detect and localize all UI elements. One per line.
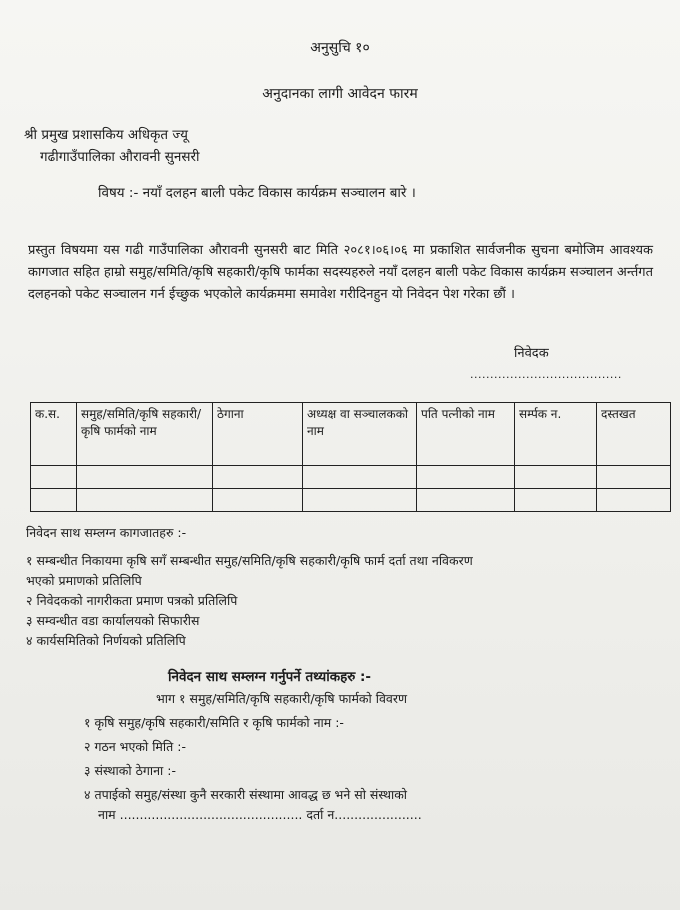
facts-heading: निवेदन साथ सम्लग्न गर्नुपर्ने तथ्यांकहरु :- xyxy=(168,669,372,685)
table-row xyxy=(31,489,671,512)
addressee-line1: श्री प्रमुख प्रशासकिय अधिकृत ज्यू xyxy=(24,127,188,143)
signer-label: निवेदक xyxy=(514,346,549,361)
attachment-item: भएको प्रमाणको प्रतिलिपि xyxy=(26,573,142,588)
fact-item: ४ तपाईको समुह/संस्था कुनै सरकारी संस्थामा आवद्ध छ भने सो संस्थाको xyxy=(84,787,408,802)
table-header-row xyxy=(31,403,671,466)
header-group-name: समुह/समिति/कृषि सहकारी/कृषि फार्मको नाम xyxy=(77,403,213,466)
fact-item: नाम .............................................. दर्ता न...................... xyxy=(98,807,422,822)
fact-item: ३ संस्थाको ठेगाना :- xyxy=(84,763,176,778)
header-spouse-name: पति पत्नीको नाम xyxy=(417,403,515,466)
form-title: अनुदानका लागी आवेदन फारम xyxy=(262,86,418,102)
signature-line: ...................................... xyxy=(470,368,622,381)
applicant-table xyxy=(30,402,671,512)
annex-title: अनुसुचि १० xyxy=(310,40,370,56)
fact-item: १ कृषि समुह/कृषि सहकारी/समिति र कृषि फार्मको नाम :- xyxy=(84,715,344,730)
header-contact-no: सर्म्पक न. xyxy=(515,403,597,466)
attachment-item: ३ सम्वन्धीत वडा कार्यालयको सिफारीस xyxy=(26,613,200,628)
header-serial: क.स. xyxy=(31,403,77,466)
header-address: ठेगाना xyxy=(213,403,303,466)
addressee-line2: गढीगाउँपालिका औरावनी सुनसरी xyxy=(40,149,200,165)
facts-subheading: भाग १ समुह/समिति/कृषि सहकारी/कृषि फार्मको विवरण xyxy=(156,691,408,706)
fact-item: २ गठन भएको मिति :- xyxy=(84,739,186,754)
table-row xyxy=(31,466,671,489)
attachment-item: २ निवेदकको नागरीकता प्रमाण पत्रको प्रतिलिपि xyxy=(26,593,238,608)
header-chairperson: अध्यक्ष वा सञ्चालकको नाम xyxy=(303,403,417,466)
attachment-item: ४ कार्यसमितिको निर्णयको प्रतिलिपि xyxy=(26,633,186,648)
attachment-item: १ सम्बन्धीत निकायमा कृषि सगँ सम्बन्धीत समुह/समिति/कृषि सहकारी/कृषि फार्म दर्ता तथा नविकरण xyxy=(26,553,473,568)
attachments-heading: निवेदन साथ सम्लग्न कागजातहरु :- xyxy=(26,525,187,540)
header-signature: दस्तखत xyxy=(597,403,671,466)
subject-line: विषय :- नयाँ दलहन बाली पकेट विकास कार्यक्रम सञ्चालन बारे । xyxy=(98,185,416,201)
body-paragraph: प्रस्तुत विषयमा यस गढी गाउँपालिका औरावनी सुनसरी बाट मिति २०८१।०६।०६ मा प्रकाशित सार्वजनीक सुचना बमोजिम आवश्यक कागजात सहित हाम्रो समुह/समिति/कृषि सहकारी/कृषि फार्मका सदस्यहरुले नयाँ दलहन बाली पकेट विकास कार्यक्रम सञ्चालन अर्न्तगत दलहनको पकेट सञ्चालन गर्न ईच्छुक भएकोले कार्यक्रममा समावेश गरीदिनहुन यो निवेदन पेश गरेका छौं । xyxy=(28,243,653,302)
